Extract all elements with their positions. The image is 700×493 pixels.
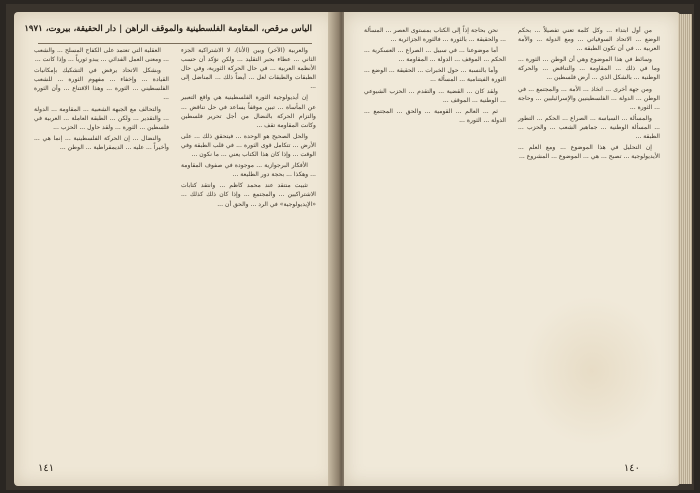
running-header-text: الياس مرقص، المقاومة الفلسطينية والموقف الراهن | دار الحقيقة، بيروت، ١٩٧١ xyxy=(24,24,312,34)
paragraph: نحن بحاجة إذاً إلى الكتاب بمستوى العصر ... المسألة ... والحقيقة ... بالثورة ... فالثورة الجزائرية ... xyxy=(364,27,506,44)
paragraph: والتحالف مع الجبهة الشعبية ... المقاومة ... الدولة ... والتقدير ... ولكن ... الطبقة العاملة ... العربية في فلسطين ... الثورة ... ولقد حاول ... الحزب ... xyxy=(34,105,169,131)
page-edges xyxy=(678,14,692,484)
page-number: ١٤١ xyxy=(38,463,55,474)
paragraph: إن أيديولوجية الثورة الفلسطينية هي واقع التعبير عن المأساة ... تبين موقفاً يساعد في حل تناقض ... والتزام الحركة بالنضال من أجل تحرير فلسطين وكانت المقاومة تقف ... xyxy=(181,94,316,129)
paragraph: ولقد كان ... القضية ... والتقدم ... الحزب الشيوعي ... الوطنية ... الموقف ... xyxy=(364,87,506,104)
text-columns xyxy=(364,26,660,452)
column-left xyxy=(34,46,169,452)
right-page xyxy=(344,12,680,486)
column-right xyxy=(518,26,660,452)
paragraph: والعربية (الآخر) وبين (الأنا)، لا الاشتراكية الجزء الثاني ... عطاء بحبر التقليد ... ولكن نؤكد أن حسب الأنظمة العربية ... في حال الحركة الثورية، وفي حال الطبقات والطبقات لعل ... أيضاً ذلك ... المناضل إلى ... xyxy=(181,47,316,91)
paragraph: ثم ... العالم ... القومية ... والحق ... المجتمع ... الدولة ... الثورة ... xyxy=(364,107,506,124)
paragraph: والحل الصحيح هو الوحدة ... فيتحقق ذلك ... على الأرض ... تتكامل قوى الثورة ... في قلب الطبقة وفي الوقت ... وإذا كان هذا الكتاب يعني ... ما نكون ... xyxy=(181,132,316,159)
paragraph: الأفكار البرجوازية ... موجودة في صفوف المقاومة ... وهكذا ... بحجة دور الطليعة ... xyxy=(181,162,316,179)
paragraph: إن التحليل في هذا الموضوع ... ومع العلم ... الأيديولوجية ... تصبح ... هي ... الموضوع ... المشروع ... xyxy=(518,144,660,161)
paragraph: ومن جهة أخرى ... اتخاذ ... الأمة ... والمجتمع ... في الوطن ... الدولة ... الفلسطينيين والإسرائيليين ... وحاجة ... الثورة ... xyxy=(518,85,660,111)
open-book xyxy=(6,4,694,490)
paragraph: أما موضوعنا ... في سبيل ... الصراع ... العسكرية ... الحكم ... الموقف ... الدولة ... المقاومة ... xyxy=(364,47,506,64)
paragraph: تثبيت منتقد عند محمد كاظم ... وانتقد كتابات الاشتراكيين ... والمجتمع ... وإذا كان ذلك كذلك ... «الإيديولوجية» في الرد ... والحق أن ... xyxy=(181,182,316,208)
page-number: ١٤٠ xyxy=(623,463,640,474)
text-columns xyxy=(34,46,316,452)
paragraph: وسائط في هذا الموضوع وهي أن الوطن ... الثورة ... وما في ذلك ... المقاومة ... والتناقض ... والحركة الوطنية ... بالشكل الذي ... أرض فلسطين ... xyxy=(518,56,660,82)
paragraph: من أول ابتداء ... وكل كلمة تعني تفصيلاً ... بحكم الوضع ... الاتحاد السوفياتي ... ومع الدولة ... والأمة العربية ... في أن تكون الطبقة ... xyxy=(518,27,660,53)
column-left xyxy=(364,26,506,452)
left-page xyxy=(14,12,336,486)
column-right xyxy=(181,46,316,452)
paragraph: والنضال ... إن الحركة الفلسطينية ... إنما هي ... وأخيراً ... عليه ... الديمقراطية ... الوطن ... xyxy=(34,134,169,151)
paragraph: وبشكل الاتحاد يرفض في التشكيك بإمكانيات القيادة ... وإخفاء ... مفهوم الثورة ... للشعب الفلسطيني ... الثورة ... وهذا الاقتناع ... وأن الثورة ... xyxy=(34,67,169,102)
paragraph: والمسألة ... السياسة ... الصراع ... الحكم ... التطور ... المسألة الوطنية ... جماهير الشعب ... والحزب ... الطبقة ... xyxy=(518,114,660,141)
paragraph: وأما بالنسبة ... حول الخبرات ... الحقيقة ... الوضع ... الثورة الفيتنامية ... المسألة ... xyxy=(364,67,506,84)
paragraph: العقلية التي تعتمد على الكفاح المسلح ... والشعب ... ومعنى العمل الفدائي ... يبدو ثورياً ... وإذا كانت ... xyxy=(34,47,169,64)
running-header xyxy=(24,24,312,44)
